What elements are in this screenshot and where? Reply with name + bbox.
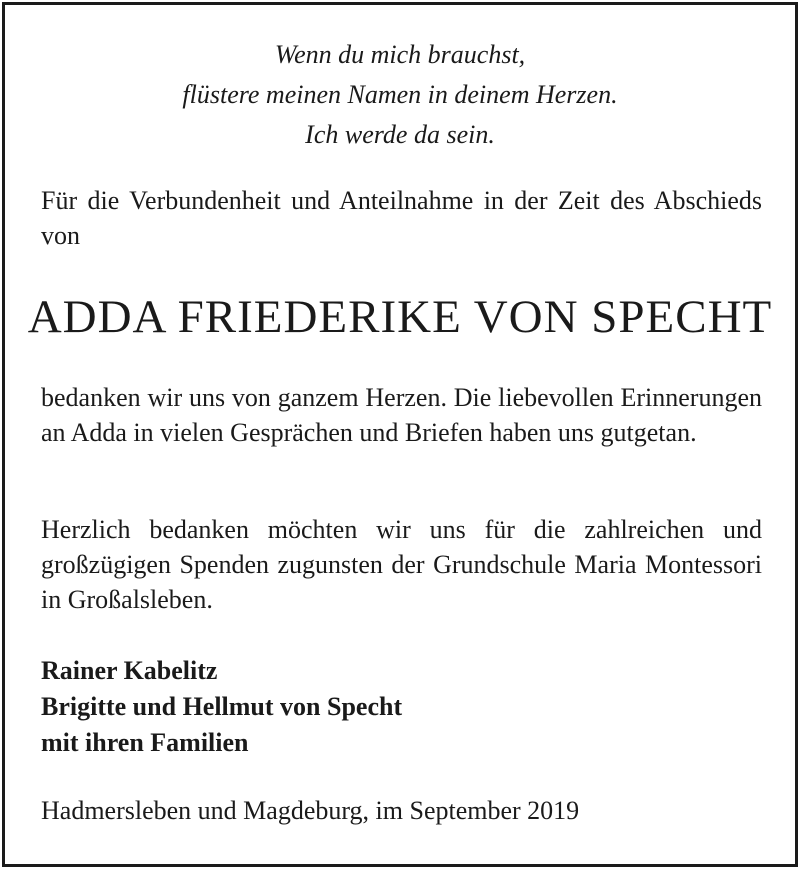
intro-paragraph: Für die Verbundenheit und Anteilnahme in der Zeit des Abschieds von (41, 186, 762, 250)
poem-verse (5, 35, 795, 155)
poem-line: Wenn du mich brauchst, (274, 40, 526, 69)
poem-line: flüstere meinen Namen in deinem Herzen. (182, 80, 618, 109)
obituary-notice (2, 2, 798, 867)
poem-line: Ich werde da sein. (305, 120, 495, 149)
signer-line: Brigitte und Hellmut von Specht (41, 692, 403, 721)
donations-paragraph: Herzlich bedanken möchten wir uns für die zahlreichen und großzügigen Spenden zugunsten der Grundschule Maria Montessori in Großalsleben. (41, 515, 762, 614)
deceased-name: ADDA FRIEDERIKE VON SPECHT (27, 291, 773, 343)
thanks-paragraph: bedanken wir uns von ganzem Herzen. Die liebevollen Erinnerungen an Adda in vielen Gesprächen und Briefen haben uns gutgetan. (41, 383, 762, 447)
signer-line: Rainer Kabelitz (41, 656, 218, 685)
signer-line: mit ihren Familien (41, 728, 249, 757)
signers-block (41, 653, 762, 761)
place-date: Hadmersleben und Magdeburg, im September 2019 (41, 796, 580, 825)
